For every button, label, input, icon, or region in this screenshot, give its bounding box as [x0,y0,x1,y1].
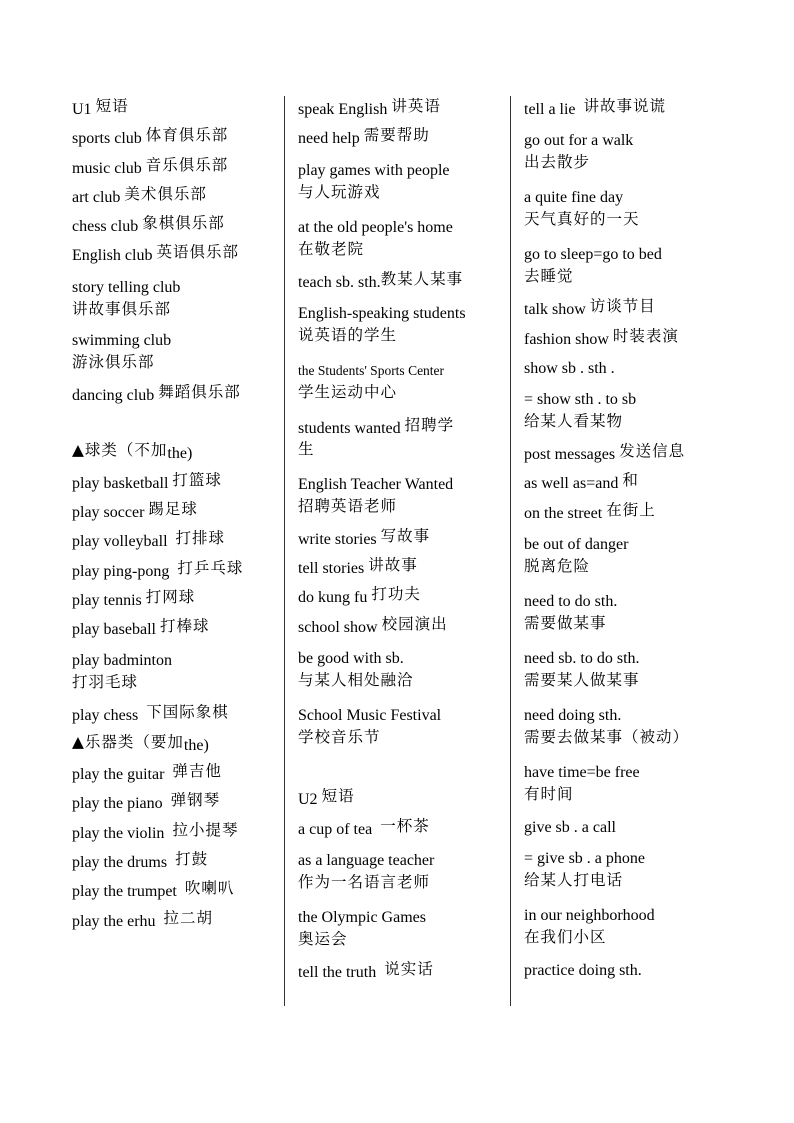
phrase-en: go to sleep=go to bed [524,246,662,264]
phrase-line: play the trumpet 吹喇叭 [72,879,235,901]
phrase-line: school show 校园演出 [298,614,448,636]
phrase-line: chess club 象棋俱乐部 [72,214,225,236]
phrase-line: play the guitar 弹吉他 [72,762,222,784]
phrase-en: need sb. to do sth. [524,650,640,668]
phrase-zh: 给某人看某物 [524,412,624,431]
section-heading: U2 短语 [298,787,355,809]
phrase-line: play the piano 弹钢琴 [72,791,221,813]
section-heading: ▲球类（不加the) [72,441,193,463]
phrase-line: English club 英语俱乐部 [72,243,239,265]
spacer [72,410,282,439]
phrase-en: the Students' Sports Center [298,362,445,378]
phrase-en: in our neighborhood [524,907,655,925]
phrase-line: art club 美术俱乐部 [72,184,207,206]
phrase-line: tell a lie 讲故事说谎 [524,97,667,118]
phrase-line: play ping-pong 打乒乓球 [72,558,244,580]
phrase-en: English-speaking students [298,304,466,322]
column-divider [284,96,285,1006]
phrase-line: teach sb. sth.教某人某事 [298,269,464,291]
phrase-line: speak English 讲英语 [298,97,441,118]
phrase-zh: 出去散步 [524,153,591,172]
phrase-zh: 学生运动中心 [298,382,398,401]
phrase-zh: 与某人相处融洽 [298,671,414,690]
phrase-line: talk show 访谈节目 [524,297,656,319]
phrase-en: play badminton [72,652,172,670]
phrase-line: play the erhu 拉二胡 [72,908,214,930]
phrase-line: on the street 在街上 [524,500,656,522]
phrase-zh: 需要做某事 [524,614,607,633]
phrase-line: U1 短语 [72,97,129,118]
phrase-en: a quite fine day [524,189,624,207]
phrase-en: go out for a walk [524,132,634,150]
phrase-zh: 天气真好的一天 [524,210,640,229]
phrase-zh: 生 [298,439,315,458]
phrase-line: show sb . sth . [524,359,615,377]
phrase-line: fashion show 时装表演 [524,326,679,348]
phrase-zh: 作为一名语言老师 [298,872,431,891]
phrase-en: English Teacher Wanted [298,475,454,493]
column-3 [524,95,764,986]
column-2 [298,95,508,987]
phrase-line: a cup of tea 一杯茶 [298,816,430,838]
phrase-zh: 说英语的学生 [298,325,398,344]
phrase-zh: 游泳俱乐部 [72,352,155,371]
phrase-en: School Music Festival [298,707,442,725]
column-1 [72,95,282,936]
phrase-en: be good with sb. [298,650,404,668]
phrase-line: post messages 发送信息 [524,442,686,464]
phrase-line: play baseball 打棒球 [72,617,210,639]
phrase-en: need doing sth. [524,707,622,725]
phrase-line: as well as=and 和 [524,471,639,493]
phrase-line: play chess 下国际象棋 [72,703,229,725]
phrase-line: sports club 体育俱乐部 [72,126,229,148]
phrase-en: have time=be free [524,764,640,782]
phrase-zh: 去睡觉 [524,267,574,286]
phrase-en: need to do sth. [524,593,618,611]
phrase-en: swimming club [72,331,172,349]
phrase-line: play tennis 打网球 [72,587,196,609]
phrase-line: play the violin 拉小提琴 [72,820,239,842]
phrase-line: give sb . a call [524,819,616,837]
phrase-zh: 在敬老院 [298,239,365,258]
phrase-en: as a language teacher [298,851,435,869]
phrase-en: = give sb . a phone [524,850,645,868]
phrase-zh: 给某人打电话 [524,871,624,890]
phrase-en: students wanted 招聘学 [298,415,455,437]
phrase-line: tell the truth 说实话 [298,959,434,981]
phrase-zh: 有时间 [524,785,574,804]
phrase-zh: 需要某人做某事 [524,671,640,690]
phrase-line: play volleyball 打排球 [72,529,226,551]
phrase-line: do kung fu 打功夫 [298,585,421,607]
phrase-line: tell stories 讲故事 [298,556,418,578]
phrase-zh: 与人玩游戏 [298,182,381,201]
phrase-line: play soccer 踢足球 [72,499,198,521]
phrase-line: need help 需要帮助 [298,126,430,148]
phrase-en: at the old people's home [298,218,453,236]
phrase-line: practice doing sth. [524,962,642,980]
column-divider [510,96,511,1006]
phrase-en: play games with people [298,161,450,179]
section-heading: ▲乐器类（要加the) [72,732,209,754]
phrase-line: play the drums 打鼓 [72,849,209,871]
phrase-zh: 奥运会 [298,929,348,948]
phrase-zh: 讲故事俱乐部 [72,299,172,318]
phrase-line: dancing club 舞蹈俱乐部 [72,382,241,404]
phrase-zh: 需要去做某事（被动） [524,728,690,747]
phrase-zh: 脱离危险 [524,557,591,576]
spacer [298,756,508,785]
phrase-zh: 学校音乐节 [298,728,381,747]
phrase-line: write stories 写故事 [298,526,431,548]
phrase-en: story telling club [72,278,181,296]
phrase-zh: 打羽毛球 [72,673,139,692]
phrase-zh: 在我们小区 [524,928,607,947]
phrase-en: the Olympic Games [298,908,426,926]
phrase-line: play basketball 打篮球 [72,470,222,492]
phrase-en: be out of danger [524,536,629,554]
phrase-en: = show sth . to sb [524,391,637,409]
phrase-zh: 招聘英语老师 [298,496,398,515]
phrase-line: music club 音乐俱乐部 [72,155,229,177]
